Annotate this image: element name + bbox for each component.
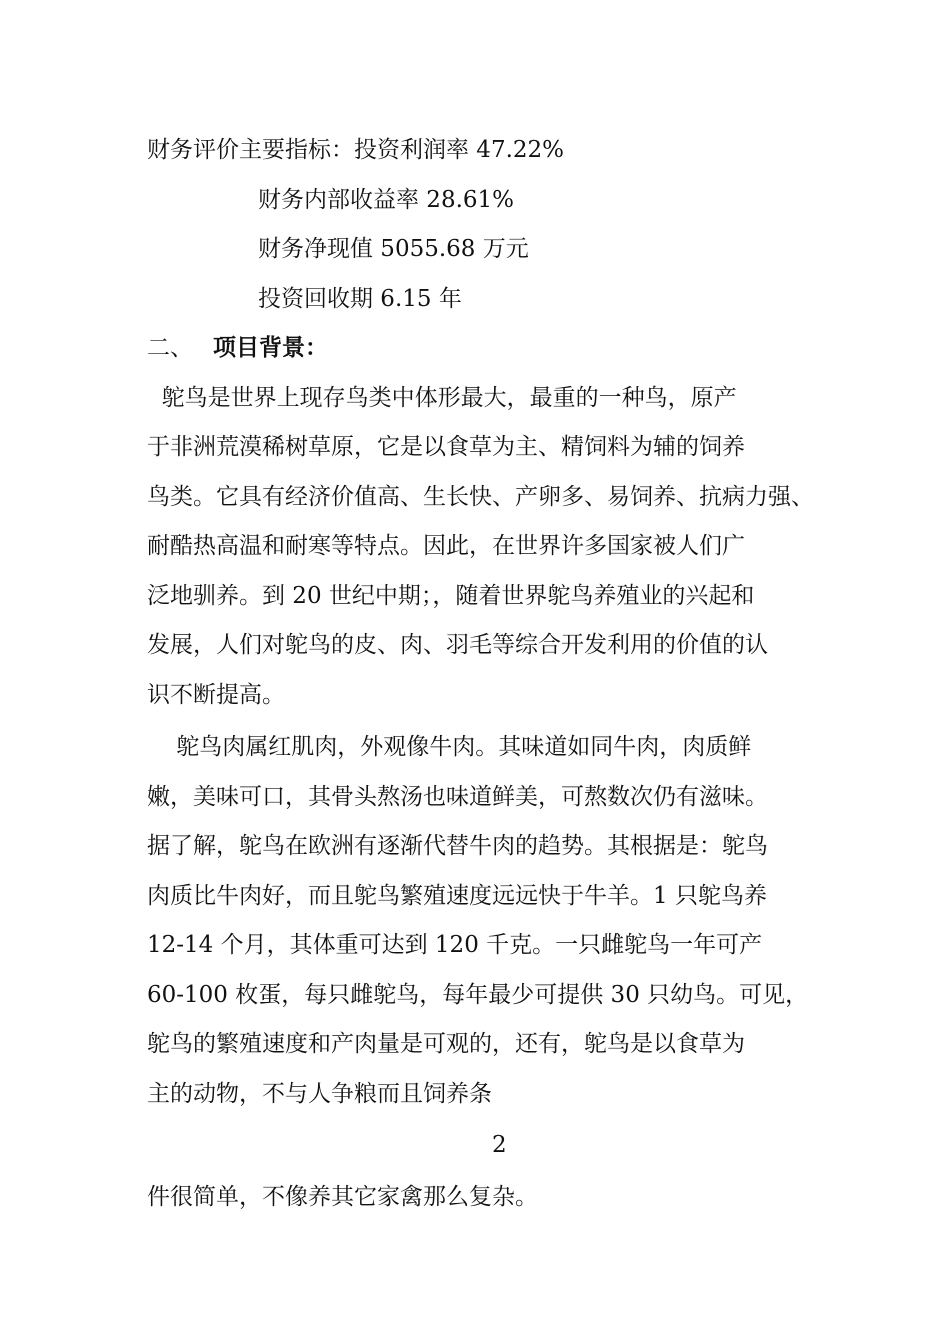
paragraph-line: 泛地驯养。到 20 世纪中期；，随着世界鸵鸟养殖业的兴起和 [147, 583, 755, 609]
paragraph-line: 鸵鸟肉属红肌肉，外观像牛肉。其味道如同牛肉，肉质鲜 [147, 734, 752, 760]
paragraph-line: 发展，人们对鸵鸟的皮、肉、羽毛等综合开发利用的价值的认 [147, 632, 768, 658]
paragraph-line: 12-14 个月，其体重可达到 120 千克。一只雌鸵鸟一年可产 [147, 932, 763, 958]
paragraph-line: 肉质比牛肉好，而且鸵鸟繁殖速度远远快于牛羊。1 只鸵鸟养 [147, 883, 767, 909]
paragraph-line: 耐酷热高温和耐寒等特点。因此，在世界许多国家被人们广 [147, 533, 745, 559]
metric-npv: 财务净现值 5055.68 万元 [258, 236, 529, 262]
metric-payback: 投资回收期 6.15 年 [258, 286, 462, 312]
paragraph-line: 60-100 枚蛋，每只雌鸵鸟，每年最少可提供 30 只幼鸟。可见， [147, 982, 809, 1008]
page-number: 2 [492, 1132, 507, 1158]
metric-irr: 财务内部收益率 28.61% [258, 187, 515, 213]
section-number: 二、 [147, 335, 193, 361]
continuation-line: 件很简单，不像养其它家禽那么复杂。 [147, 1184, 538, 1210]
paragraph-line: 鸵鸟是世界上现存鸟类中体形最大，最重的一种鸟，原产 [147, 385, 737, 411]
paragraph-line: 于非洲荒漠稀树草原，它是以食草为主、精饲料为辅的饲养 [147, 434, 745, 460]
paragraph-line: 鸵鸟的繁殖速度和产肉量是可观的，还有，鸵鸟是以食草为 [147, 1031, 745, 1057]
metric-main: 财务评价主要指标：投资利润率 47.22% [147, 137, 565, 163]
paragraph-line: 主的动物，不与人争粮而且饲养条 [147, 1081, 492, 1107]
paragraph-line: 鸟类。它具有经济价值高、生长快、产卵多、易饲养、抗病力强、 [147, 484, 814, 510]
paragraph-line: 嫩，美味可口，其骨头熬汤也味道鲜美，可熬数次仍有滋味。 [147, 784, 768, 810]
section-title: 项目背景： [213, 334, 328, 361]
paragraph-line: 据了解，鸵鸟在欧洲有逐渐代替牛肉的趋势。其根据是：鸵鸟 [147, 833, 768, 859]
section-heading [147, 333, 328, 363]
paragraph-line: 识不断提高。 [147, 682, 285, 708]
